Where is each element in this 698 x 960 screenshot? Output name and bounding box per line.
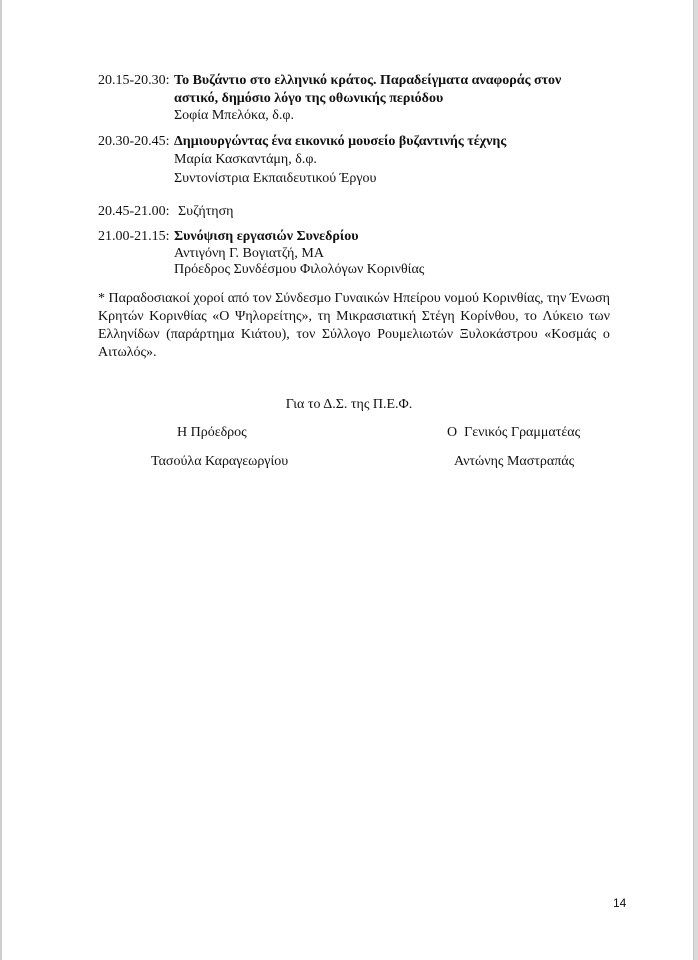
signature-heading: Για το Δ.Σ. της Π.Ε.Φ.: [285, 397, 413, 412]
footnote-word: Κορινθίας,: [482, 291, 544, 306]
footnote-word: Ψηλορείτης»,: [235, 309, 313, 324]
program-time: 20.15-20.30:: [98, 73, 170, 88]
program-title: Συνόψιση εργασιών Συνεδρίου: [174, 229, 359, 244]
footnote: [98, 290, 610, 362]
footnote-line: Αιτωλός».: [98, 345, 157, 360]
program-time: 20.30-20.45:: [98, 134, 170, 149]
footnote-word: τον: [252, 291, 272, 306]
footnote-word: Κιάτου),: [240, 327, 290, 342]
program-title: αστικό, δημόσιο λόγο της οθωνικής περιόδου: [174, 91, 444, 106]
footnote-word: Ένωση: [569, 291, 610, 306]
signature-left-role: Η Πρόεδρος: [177, 425, 247, 440]
footnote-word: Στέγη: [421, 309, 455, 324]
footnote-word: των: [588, 309, 610, 324]
footnote-word: «Ο: [212, 309, 230, 324]
footnote-word: νομού: [444, 291, 479, 306]
program-time: 20.45-21.00:: [98, 204, 170, 219]
footnote-line: [98, 326, 610, 344]
footnote-word: Γυναικών: [334, 291, 390, 306]
footnote-word: ο: [602, 327, 610, 342]
page-right-edge: [693, 0, 698, 960]
footnote-word: από: [227, 291, 250, 306]
footnote-word: Σύλλογο: [321, 327, 371, 342]
footnote-word: (παράρτημα: [166, 327, 235, 342]
footnote-word: την: [547, 291, 567, 306]
program-time: 21.00-21.15:: [98, 229, 170, 244]
program-speaker-role: Πρόεδρος Συνδέσμου Φιλολόγων Κορινθίας: [174, 262, 425, 277]
footnote-word: τη: [317, 309, 331, 324]
footnote-word: Κρητών: [98, 309, 144, 324]
footnote-word: Κορίνθου,: [460, 309, 519, 324]
footnote-word: Κορινθίας: [149, 309, 207, 324]
program-speaker-role: Συντονίστρια Εκπαιδευτικού Έργου: [174, 171, 377, 186]
footnote-line: [98, 308, 610, 326]
signature-right-role: Ο Γενικός Γραμματέας: [447, 425, 581, 440]
program-title: Δημιουργώντας ένα εικονικό μουσείο βυζαντινής τέχνης: [174, 134, 507, 149]
footnote-word: Μικρασιατική: [336, 309, 417, 324]
footnote-word: Ρουμελιωτών: [377, 327, 454, 342]
footnote-word: Λύκειο: [542, 309, 584, 324]
signature-right-name: Αντώνης Μαστραπάς: [454, 454, 575, 469]
footnote-word: χοροί: [193, 291, 225, 306]
program-title: Συζήτηση: [178, 204, 234, 219]
footnote-word: «Κοσμάς: [544, 327, 597, 342]
page-number: 14: [613, 896, 627, 910]
footnote-word: Παραδοσιακοί: [108, 291, 191, 306]
program-speaker: Σοφία Μπελόκα, δ.φ.: [174, 108, 294, 123]
footnote-word: *: [98, 291, 105, 306]
program-speaker: Μαρία Κασκαντάμη, δ.φ.: [174, 152, 317, 167]
program-title: Το Βυζάντιο στο ελληνικό κράτος. Παραδείγματα αναφοράς στον: [174, 73, 562, 88]
footnote-line: [98, 290, 610, 308]
footnote-word: Σύνδεσμο: [275, 291, 332, 306]
footnote-word: Ηπείρου: [392, 291, 441, 306]
signature-left-name: Τασούλα Καραγεωργίου: [151, 454, 289, 469]
footnote-word: τον: [296, 327, 316, 342]
program-speaker: Αντιγόνη Γ. Βογιατζή, ΜΑ: [174, 246, 324, 261]
footnote-word: το: [524, 309, 537, 324]
page-left-edge: [0, 0, 2, 960]
footnote-word: Ξυλοκάστρου: [459, 327, 538, 342]
footnote-word: Ελληνίδων: [98, 327, 160, 342]
